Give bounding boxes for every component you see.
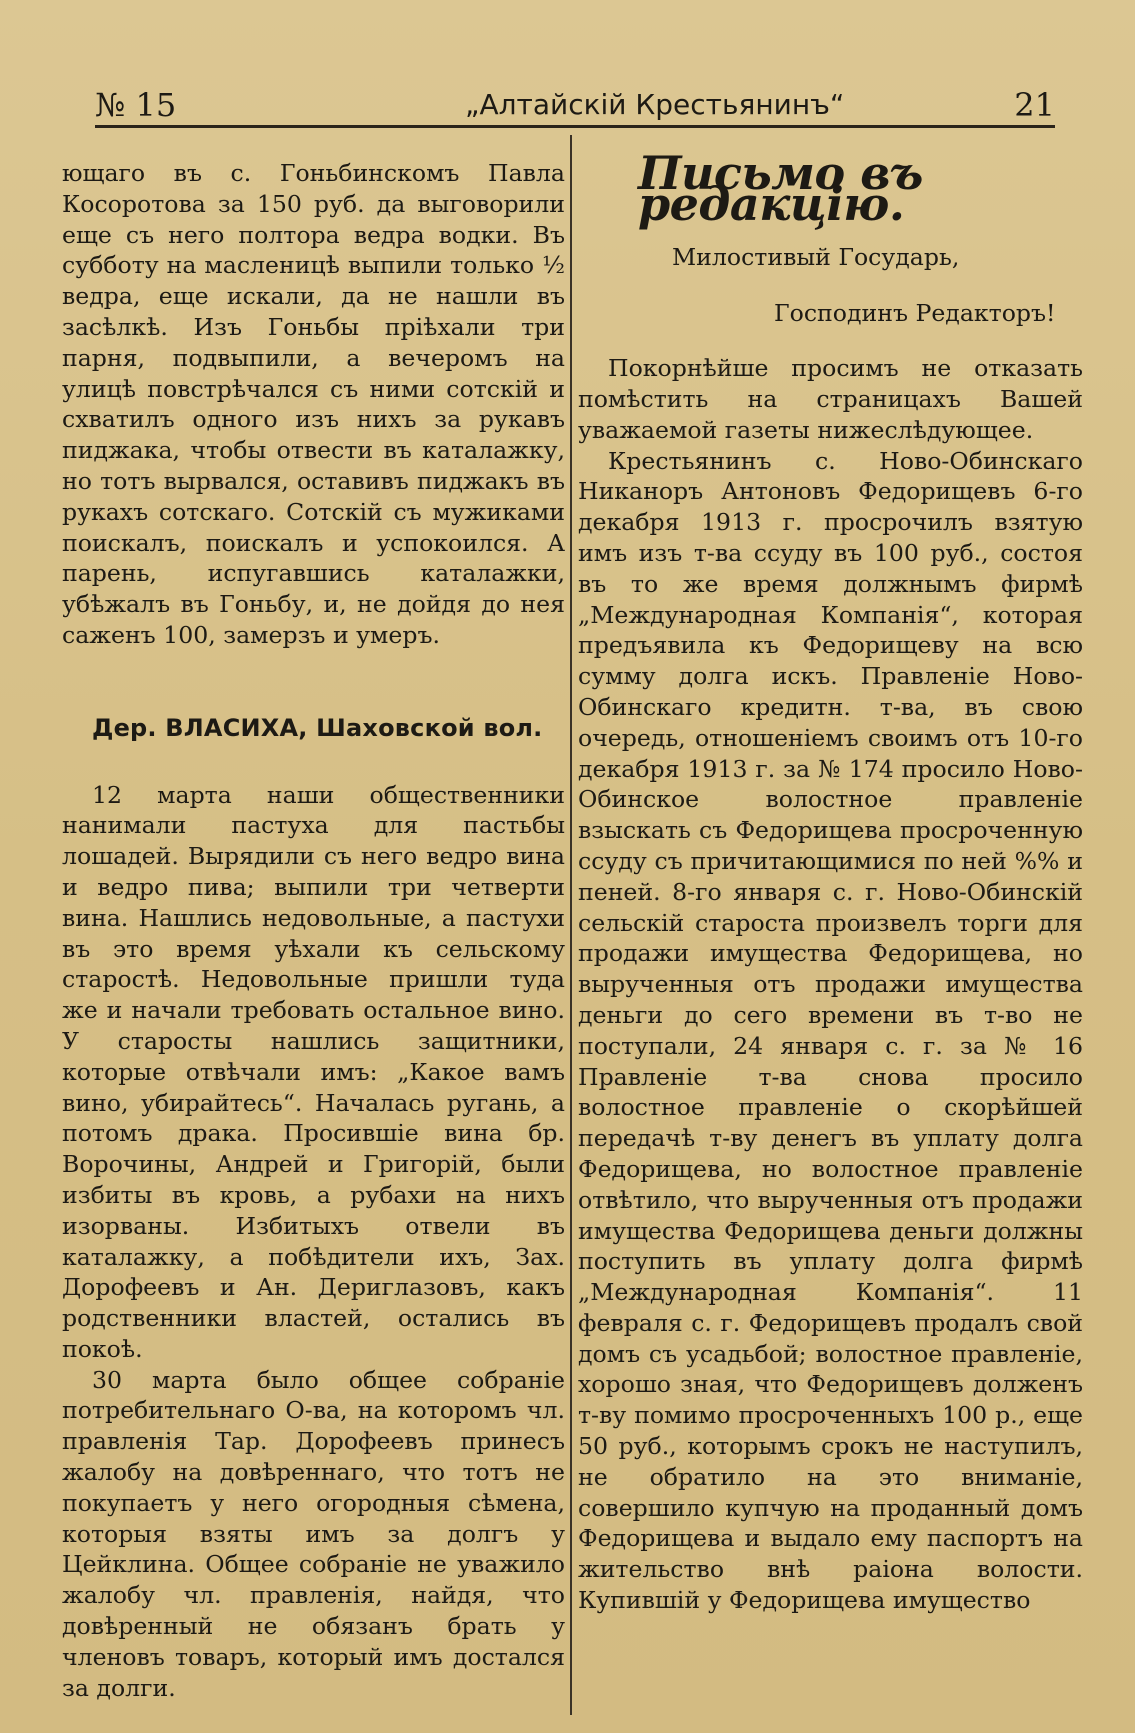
- right-paragraph-2: Крестьянинъ с. Ново-Обинскаго Никаноръ Антоновъ Федорищевъ 6-го декабря 1913 г. просрочилъ взятую имъ изъ т-ва ссуду въ 100 руб., состоя въ то же время должнымъ фирмѣ „Международная Компанія“, которая предъявила къ Федорищеву на всю сумму долга искъ. Правленіе Ново-Обинскаго кредитн. т-ва, въ свою очередь, отношеніемъ своимъ отъ 10-го декабря 1913 г. за № 174 просило Ново-Обинское волостное правленіе взыскать съ Федорищева просроченную ссуду съ причитающимися по ней %% и пеней. 8-го января с. г. Ново-Обинскій сельскій староста произвелъ торги для продажи имущества Федорищева, но вырученныя отъ продажи имущества деньги до сего времени въ т-во не поступали, 24 января с. г. за № 16 Правленіе т-ва снова просило волостное правленіе о скорѣйшей передачѣ т-ву денегъ въ уплату долга Федорищева, но волостное правленіе отвѣтило, что вырученныя отъ продажи имущества Федорищева деньги должны поступить въ уплату долга фирмѣ „Международная Компанія“. 11 февраля с. г. Федорищевъ продалъ свой домъ съ усадьбой; волостное правленіе, хорошо зная, что Федорищевъ долженъ т-ву помимо просроченныхъ 100 р., еще 50 руб., которымъ срокъ не наступилъ, не обратило на это вниманіе, совершило купчую на проданный домъ Федорищева и выдало ему паспортъ на жительство внѣ раіона волости. Купившій у Федорищева имущество: [578, 446, 1083, 1615]
- left-paragraph-1: ющаго въ с. Гоньбинскомъ Павла Косоротова за 150 руб. да выговорили еще съ него полтора ведра водки. Въ субботу на масленицѣ выпили только ½ ведра, еще искали, да не нашли въ засѣлкѣ. Изъ Гоньбы пріѣхали три парня, подвыпили, а вечеромъ на улицѣ повстрѣчался съ ними сотскій и схватилъ одного изъ нихъ за рукавъ пиджака, чтобы отвести въ каталажку, но тотъ вырвался, оставивъ пиджакъ въ рукахъ сотскаго. Сотскій съ мужиками поискалъ, поискалъ и успокоился. А парень, испугавшись каталажки, убѣжалъ въ Гоньбу, и, не дойдя до нея саженъ 100, замерзъ и умеръ.: [62, 159, 565, 649]
- page-header: [95, 80, 1055, 124]
- right-column: [578, 146, 1083, 1616]
- page-number: 21: [1014, 86, 1055, 124]
- left-paragraph-3: 30 марта было общее собраніе потребительнаго О-ва, на которомъ чл. правленія Тар. Дорофеевъ принесъ жалобу на довѣреннаго, что тотъ не покупаетъ у него огородныя сѣмена, которыя взяты имъ за долгъ у Цейклина. Общее собраніе не уважило жалобу чл. правленія, найдя, что довѣренный не обязанъ брать у членовъ товаръ, который имъ достался за долги.: [62, 1365, 565, 1702]
- left-column: [62, 158, 565, 1703]
- right-paragraph-1: Покорнѣйше просимъ не отказать помѣстить на страницахъ Вашей уважаемой газеты нижеслѣдующее.: [578, 354, 1083, 444]
- header-rule: [95, 125, 1055, 128]
- letter-title: Письмо въ редакцію.: [638, 146, 923, 231]
- salutation-line-2: Господинъ Редакторъ!: [774, 299, 1056, 328]
- section-heading: Дер. ВЛАСИХА, Шаховской вол.: [92, 713, 543, 742]
- salutation-line-1: Милостивый Государь,: [672, 242, 960, 271]
- left-paragraph-2: 12 марта наши общественники нанимали пастуха для пастьбы лошадей. Вырядили съ него ведро вина и ведро пива; выпили три четверти вина. Нашлись недовольные, а пастухи въ это время уѣхали къ сельскому старостѣ. Недовольные пришли туда же и начали требовать остальное вино. У старосты нашлись защитники, которые отвѣчали имъ: „Какое вамъ вино, убирайтесь“. Началась ругань, а потомъ драка. Просившіе вина бр. Ворочины, Андрей и Григорій, были избиты въ кровь, а рубахи на нихъ изорваны. Избитыхъ отвели въ каталажку, а побѣдители ихъ, Зах. Дорофеевъ и Ан. Дериглазовъ, какъ родственники властей, остались въ покоѣ.: [62, 780, 565, 1363]
- newspaper-title: „Алтайскій Крестьянинъ“: [465, 88, 845, 121]
- column-divider: [570, 135, 572, 1715]
- issue-number: № 15: [95, 86, 177, 124]
